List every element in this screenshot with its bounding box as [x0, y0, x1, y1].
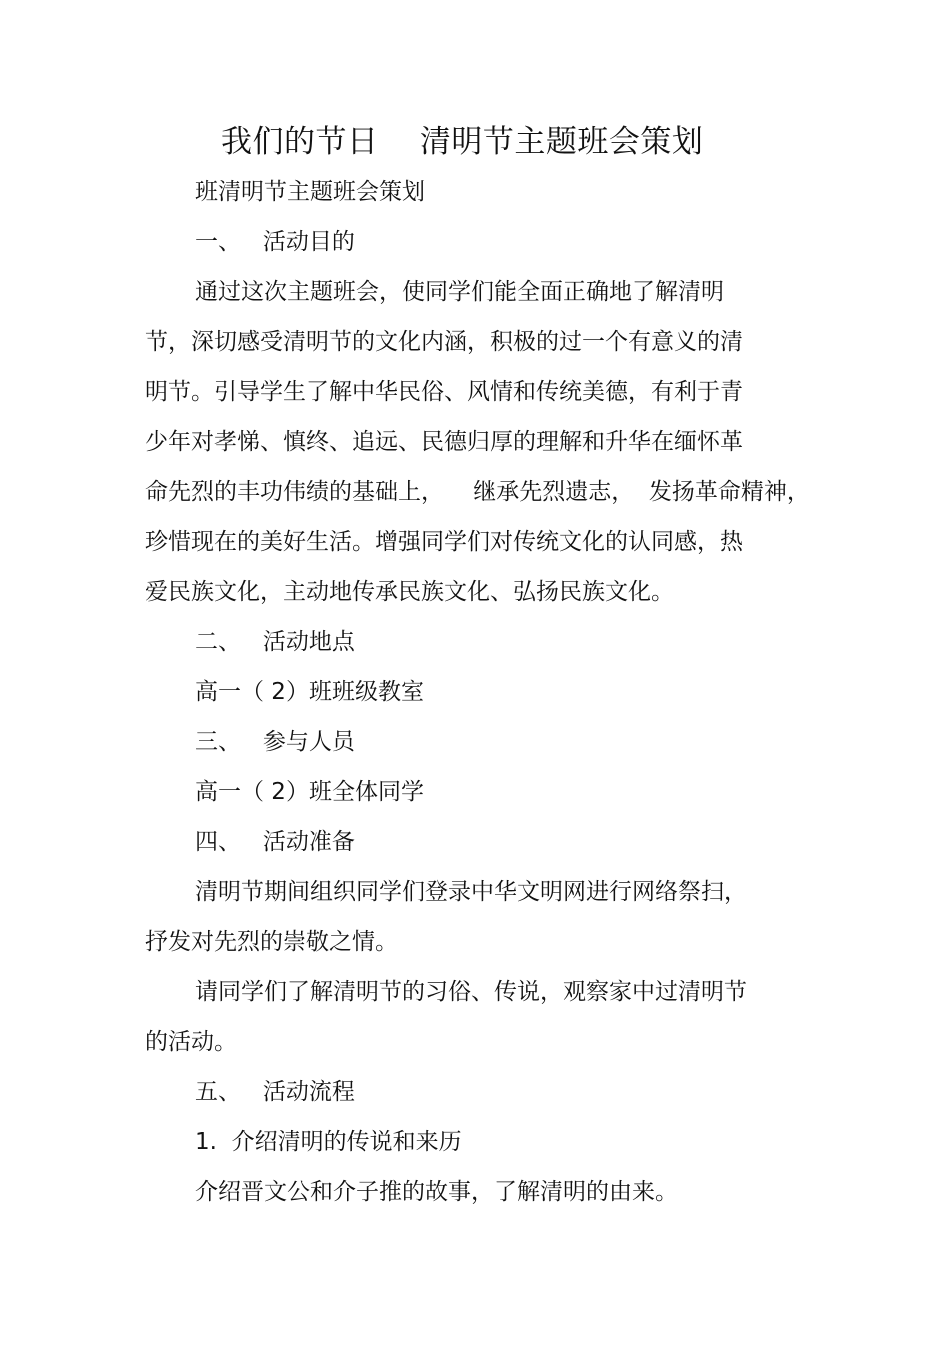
- paragraph-line: 高一（ 2）班全体同学: [195, 779, 424, 805]
- paragraph-line: 节，深切感受清明节的文化内涵，积极的过一个有意义的清: [145, 329, 743, 355]
- subtitle-line: 班清明节主题班会策划: [195, 179, 425, 205]
- paragraph-line: 抒发对先烈的崇敬之情。: [145, 929, 398, 955]
- paragraph-line: 请同学们了解清明节的习俗、传说，观察家中过清明节: [195, 979, 747, 1005]
- paragraph-line: 珍惜现在的美好生活。增强同学们对传统文化的认同感，热: [145, 529, 743, 555]
- section-heading-purpose: 一、 活动目的: [195, 229, 355, 255]
- list-item: 1. 介绍清明的传说和来历: [195, 1129, 462, 1155]
- document-title: 我们的节日 清明节主题班会策划: [221, 124, 704, 160]
- paragraph-line: 的活动。: [145, 1029, 237, 1055]
- paragraph-line: 明节。引导学生了解中华民俗、风情和传统美德，有利于青: [145, 379, 743, 405]
- section-heading-participants: 三、 参与人员: [195, 729, 355, 755]
- section-heading-location: 二、 活动地点: [195, 629, 355, 655]
- paragraph-line: 命先烈的丰功伟绩的基础上， 继承先烈遗志， 发扬革命精神，: [145, 479, 810, 505]
- paragraph-line: 介绍晋文公和介子推的故事，了解清明的由来。: [195, 1179, 678, 1205]
- paragraph-line: 爱民族文化，主动地传承民族文化、弘扬民族文化。: [145, 579, 674, 605]
- section-heading-process: 五、 活动流程: [195, 1079, 355, 1105]
- paragraph-line: 高一（ 2）班班级教室: [195, 679, 424, 705]
- section-heading-preparation: 四、 活动准备: [195, 829, 355, 855]
- paragraph-line: 少年对孝悌、慎终、追远、民德归厚的理解和升华在缅怀革: [145, 429, 743, 455]
- paragraph-line: 通过这次主题班会，使同学们能全面正确地了解清明: [195, 279, 724, 305]
- paragraph-line: 清明节期间组织同学们登录中华文明网进行网络祭扫，: [195, 879, 747, 905]
